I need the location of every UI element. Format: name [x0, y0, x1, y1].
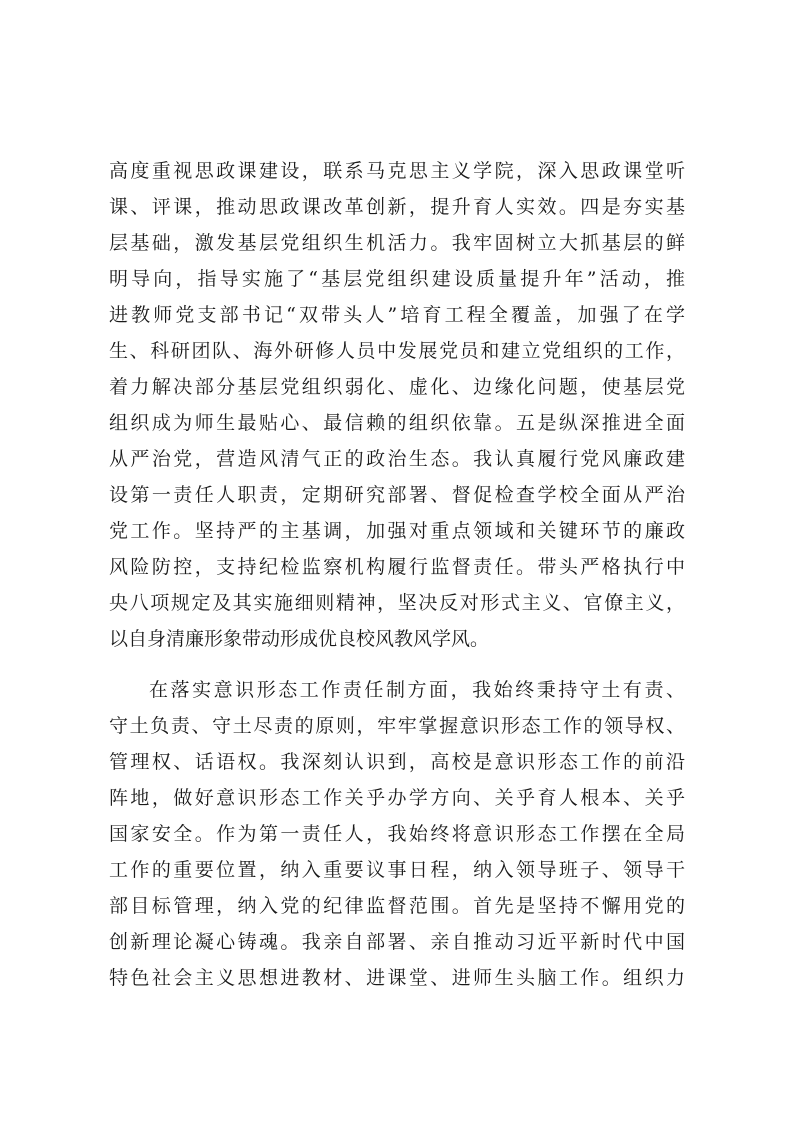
text-line: 党工作。坚持严的主基调，加强对重点领域和关键环节的廉政	[109, 520, 685, 542]
text-line: 部目标管理，纳入党的纪律监督范围。首先是坚持不懈用党的	[109, 895, 685, 917]
text-line: 组织成为师生最贴心、最信赖的组织依靠。五是纵深推进全面	[109, 412, 685, 434]
paragraph-1	[109, 153, 685, 657]
text-line: 课、评课，推动思政课改革创新，提升育人实效。四是夯实基	[109, 196, 685, 218]
text-line: 层基础，激发基层党组织生机活力。我牢固树立大抓基层的鲜	[109, 232, 685, 254]
text-line: 国家安全。作为第一责任人，我始终将意识形态工作摆在全局	[109, 823, 685, 845]
text-line: 以自身清廉形象带动形成优良校风教风学风。	[109, 628, 490, 650]
text-line: 设第一责任人职责，定期研究部署、督促检查学校全面从严治	[109, 484, 685, 506]
text-line: 央八项规定及其实施细则精神，坚决反对形式主义、官僚主义，	[109, 592, 685, 614]
text-line: 明导向，指导实施了“基层党组织建设质量提升年”活动，推	[109, 268, 685, 290]
text-line: 阵地，做好意识形态工作关乎办学方向、关乎育人根本、关乎	[109, 787, 685, 809]
text-line: 特色社会主义思想进教材、进课堂、进师生头脑工作。组织力	[109, 967, 685, 989]
paragraph-2	[109, 672, 685, 996]
text-line: 守土负责、守土尽责的原则，牢牢掌握意识形态工作的领导权、	[109, 715, 685, 737]
text-line: 进教师党支部书记“双带头人”培育工程全覆盖，加强了在学	[109, 304, 685, 326]
text-line: 生、科研团队、海外研修人员中发展党员和建立党组织的工作，	[109, 340, 685, 362]
text-line: 管理权、话语权。我深刻认识到，高校是意识形态工作的前沿	[109, 751, 685, 773]
text-line: 从严治党，营造风清气正的政治生态。我认真履行党风廉政建	[109, 448, 685, 470]
text-line: 创新理论凝心铸魂。我亲自部署、亲自推动习近平新时代中国	[109, 931, 685, 953]
text-line: 风险防控，支持纪检监察机构履行监督责任。带头严格执行中	[109, 556, 685, 578]
text-line: 着力解决部分基层党组织弱化、虚化、边缘化问题，使基层党	[109, 376, 685, 398]
text-line: 工作的重要位置，纳入重要议事日程，纳入领导班子、领导干	[109, 859, 685, 881]
text-line: 在落实意识形态工作责任制方面，我始终秉持守土有责、	[149, 679, 685, 701]
text-line: 高度重视思政课建设，联系马克思主义学院，深入思政课堂听	[109, 160, 685, 182]
